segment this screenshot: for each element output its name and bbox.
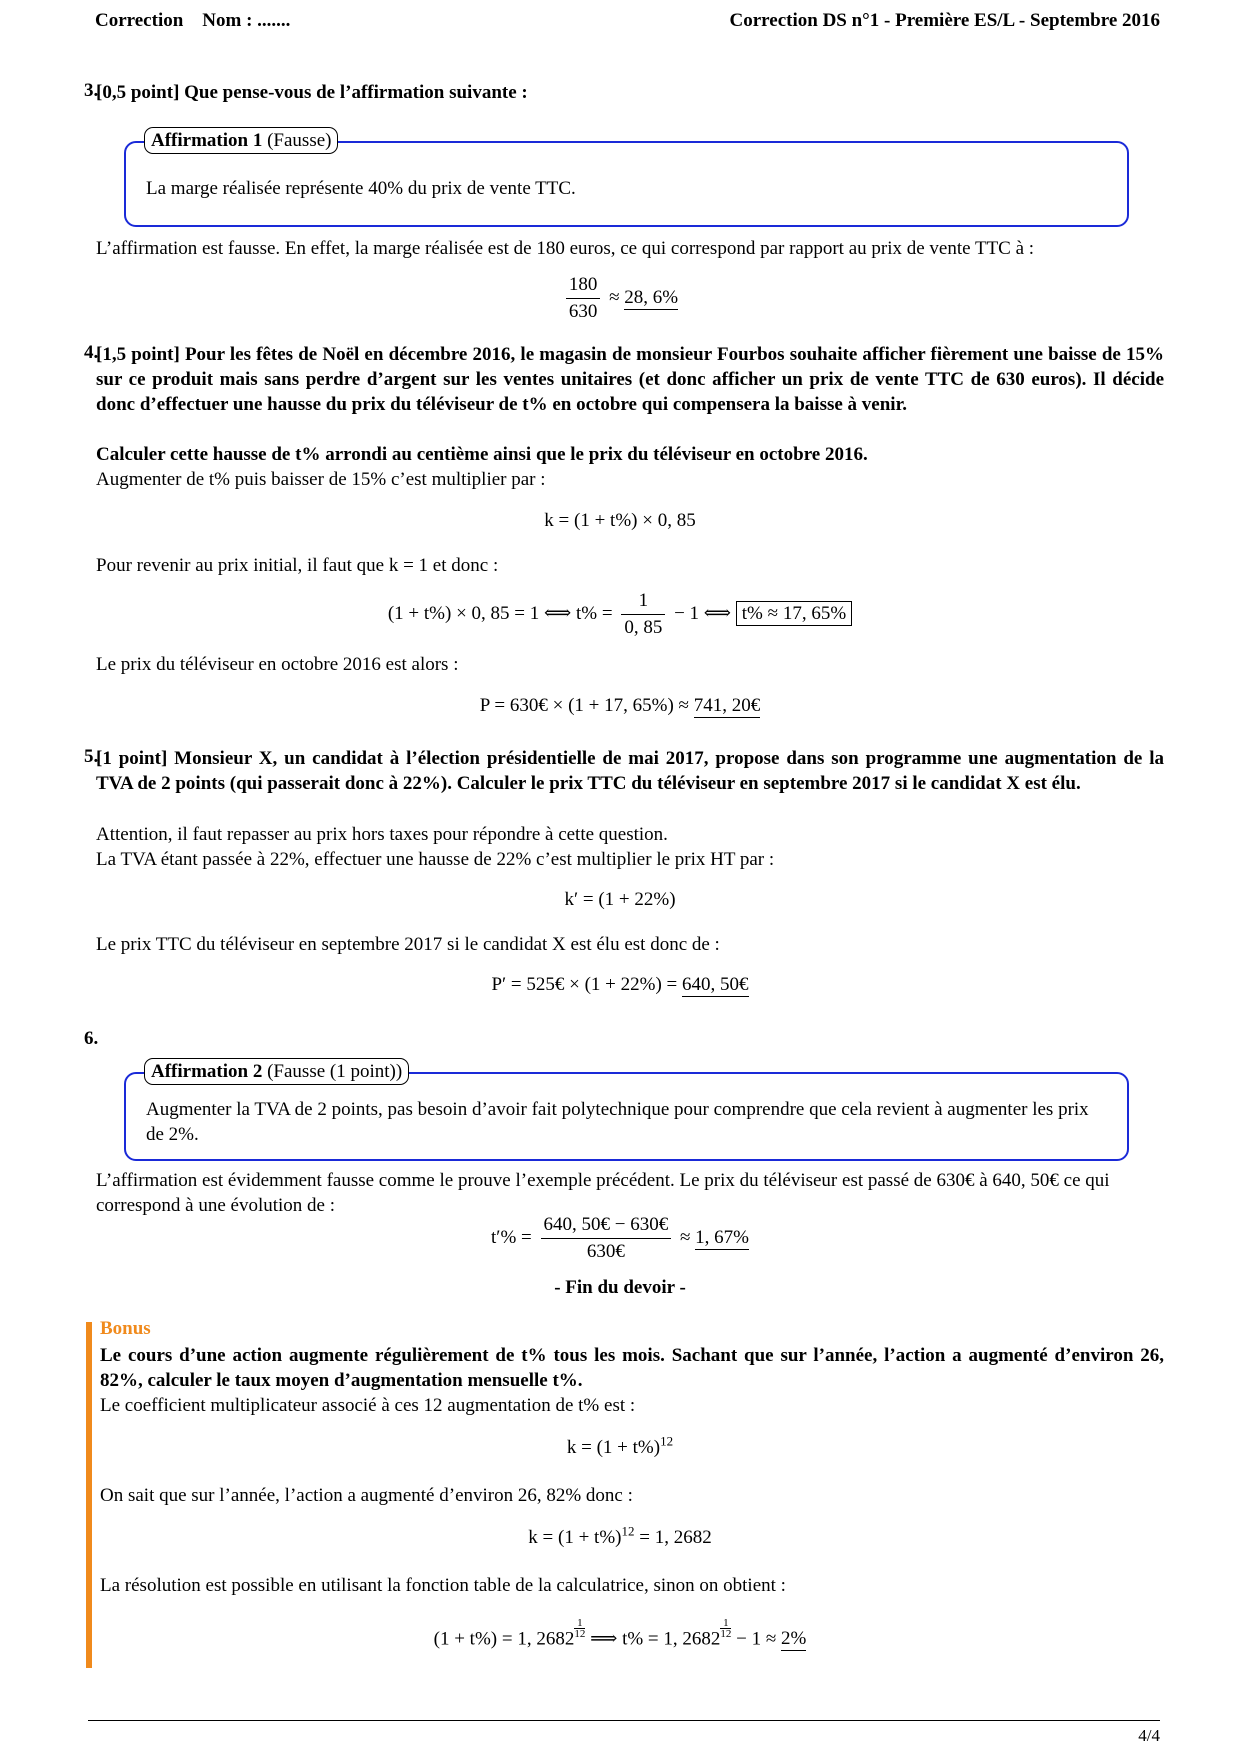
result-underlined: 640, 50€ <box>682 974 749 995</box>
question-number: 3. <box>84 80 99 101</box>
affirmation-title: Affirmation 2 (Fausse (1 point)) <box>144 1058 409 1085</box>
equation: $k = (1 + t\%)^{12} = 1$, 2682 <box>528 1523 712 1548</box>
equation: k′ = (1 + 22%) <box>564 889 676 910</box>
bonus-title: Bonus <box>100 1318 151 1339</box>
bonus-text: Le coefficient multiplicateur associé à ces 12 augmentation de t% est : <box>100 1395 636 1416</box>
question-text-2: Calculer cette hausse de t% arrondi au centième ainsi que le prix du téléviseur en octobre 2016. <box>96 444 868 465</box>
answer-text: Attention, il faut repasser au prix hors taxes pour répondre à cette question. <box>96 824 668 845</box>
answer-text: Le prix du téléviseur en octobre 2016 est alors : <box>96 654 459 675</box>
equation: (1 + t%) × 0, 85 = 1 ⟺ t% = $\frac{1}{0, 85}$ − 1 ⟺ t% ≈ 17, 65% <box>0 588 1240 641</box>
equation: (1 + t%) = 1, 2682 $\frac{1}{12}$ ⟹ t% = 1, 2682 $\frac{1}{12}$ − 1 ≈ 2% <box>433 1617 807 1650</box>
question-number: 4. <box>84 342 99 363</box>
answer-text: L’affirmation est fausse. En effet, la marge réalisée est de 180 euros, ce qui correspond par rapport au prix de vente TTC à : <box>96 238 1035 259</box>
affirmation-title: Affirmation 1 (Fausse) <box>144 127 338 154</box>
equation: P′ = 525€ × (1 + 22%) = 640, 50€ <box>491 974 749 995</box>
question-number: 6. <box>84 1028 99 1049</box>
header-left: Correction Nom : ....... <box>95 10 291 31</box>
question-text: [1 point] Monsieur X, un candidat à l’élection présidentielle de mai 2017, propose dans son programme une augmentation de la TVA de 2 points (qui passerait donc à 22%). Calculer le prix TTC du téléviseur en septembre 2017 si le candidat X est élu. <box>96 748 1164 794</box>
page-number: 4/4 <box>1138 1726 1160 1745</box>
bonus-question: Le cours d’une action augmente régulièrement de t% tous les mois. Sachant que sur l’année, l’action a augmenté d’environ 26, 82%, calculer le taux moyen d’augmentation mensuelle t%. <box>100 1345 1164 1391</box>
affirmation-text: La marge réalisée représente 40% du prix de vente TTC. <box>146 178 576 199</box>
answer-text: Pour revenir au prix initial, il faut que k = 1 et donc : <box>96 555 499 576</box>
bonus-text: On sait que sur l’année, l’action a augmenté d’environ 26, 82% donc : <box>100 1485 633 1506</box>
bonus-bar <box>86 1322 92 1668</box>
equation: t′% = $\frac{640, 50€ - 630€}{630€}$ ≈ 1, 67% <box>491 1214 749 1262</box>
answer-text: Le prix TTC du téléviseur en septembre 2017 si le candidat X est élu est donc de : <box>96 934 720 955</box>
result-underlined: 28, 6% <box>624 286 679 308</box>
answer-text: Augmenter de t% puis baisser de 15% c’est multiplier par : <box>96 469 546 490</box>
result-underlined: 1, 67% <box>695 1226 749 1248</box>
bonus-text: La résolution est possible en utilisant la fonction table de la calculatrice, sinon on obtient : <box>100 1575 786 1596</box>
question-text: [0,5 point] Que pense-vous de l’affirmation suivante : <box>96 82 528 103</box>
question-text: [1,5 point] Pour les fêtes de Noël en décembre 2016, le magasin de monsieur Fourbos souhaite afficher fièrement une baisse de 15% sur ce produit mais sans perdre d’argent sur les ventes unitaires (et donc afficher un prix de vente TTC de 630 euros). Il décide donc d’effectuer une hausse du prix du téléviseur de t% en octobre qui compensera la baisse à venir. <box>96 344 1164 415</box>
equation: $\frac{180}{630}$ ≈ 28, 6% <box>0 272 1240 325</box>
answer-text: L’affirmation est évidemment fausse comme le prouve l’exemple précédent. Le prix du téléviseur est passé de 630€ à 640, 50€ ce qui correspond à une évolution de : <box>96 1170 1110 1216</box>
affirmation-text: Augmenter la TVA de 2 points, pas besoin d’avoir fait polytechnique pour comprendre que cela revient à augmenter les prix de 2%. <box>146 1099 1089 1145</box>
equation: P = 630€ × (1 + 17, 65%) ≈ 741, 20€ <box>479 695 761 716</box>
footer-rule <box>88 1720 1160 1721</box>
result-underlined: 2% <box>781 1628 807 1650</box>
equation: k = (1 + t%) × 0, 85 <box>544 510 696 531</box>
equation: $k = (1 + t\%)^{12}$ <box>566 1433 674 1458</box>
result-underlined: 741, 20€ <box>693 695 761 716</box>
boxed-result: t% ≈ 17, 65% <box>736 601 852 626</box>
question-number: 5. <box>84 746 99 767</box>
end-of-exam: - Fin du devoir - <box>554 1277 686 1298</box>
answer-text: La TVA étant passée à 22%, effectuer une hausse de 22% c’est multiplier le prix HT par : <box>96 849 775 870</box>
header-right: Correction DS n°1 - Première ES/L - Septembre 2016 <box>729 10 1160 31</box>
